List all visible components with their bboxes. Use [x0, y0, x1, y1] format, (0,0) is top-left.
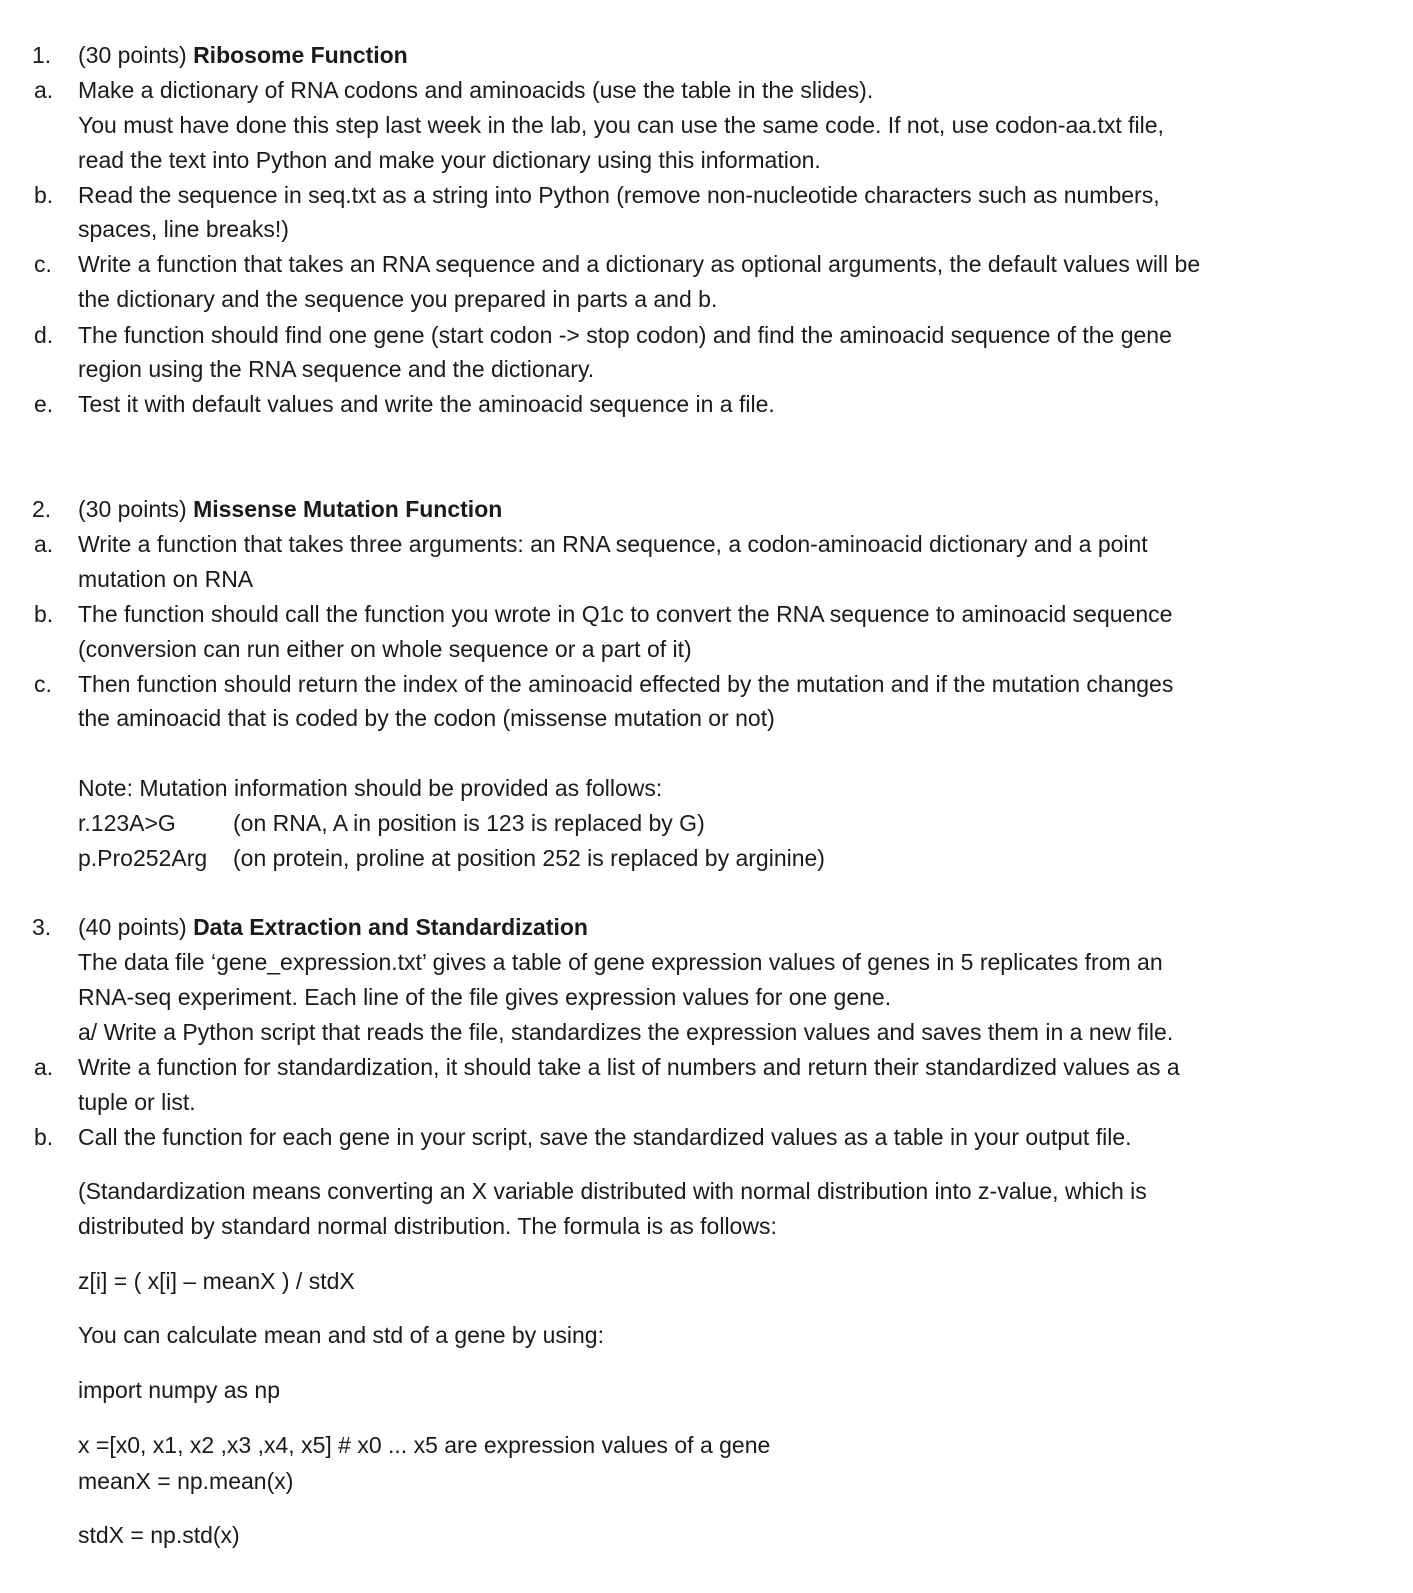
- q2-b-letter: b.: [34, 601, 54, 627]
- q2-c-line2: the aminoacid that is coded by the codon (missense mutation or not): [78, 705, 775, 731]
- q1-d-letter: d.: [34, 322, 54, 348]
- q3-b-letter: b.: [34, 1124, 54, 1150]
- q1-heading: [78, 40, 408, 70]
- q3-b-line1: Call the function for each gene in your script, save the standardized values as a table in your output file.: [78, 1124, 1132, 1150]
- q3-std-line1: (Standardization means converting an X variable distributed with normal distribution into z-value, which is: [78, 1178, 1147, 1204]
- q1-c-line2: the dictionary and the sequence you prepared in parts a and b.: [78, 286, 718, 312]
- q2-heading: [78, 494, 502, 524]
- mutation-code-rna: r.123A>G: [78, 810, 176, 836]
- mutation-code-protein: p.Pro252Arg: [78, 845, 208, 871]
- q2-example-rna: [78, 808, 705, 838]
- q3-intro-line3: a/ Write a Python script that reads the file, standardizes the expression values and saves them in a new file.: [78, 1019, 1174, 1045]
- q1-b-letter: b.: [34, 182, 54, 208]
- q1-points: (30 points): [78, 42, 187, 68]
- q1-title: Ribosome Function: [193, 42, 408, 68]
- q2-b-line2: (conversion can run either on whole sequence or a part of it): [78, 636, 692, 662]
- q3-code-mean: meanX = np.mean(x): [78, 1468, 294, 1494]
- q1-b-line2: spaces, line breaks!): [78, 216, 289, 242]
- q3-code-import: import numpy as np: [78, 1377, 280, 1403]
- q2-note: Note: Mutation information should be provided as follows:: [78, 775, 663, 801]
- q1-e-line1: Test it with default values and write the aminoacid sequence in a file.: [78, 391, 775, 417]
- q3-a-letter: a.: [34, 1054, 54, 1080]
- q1-e-letter: e.: [34, 391, 54, 417]
- mutation-desc-protein: (on protein, proline at position 252 is replaced by arginine): [233, 845, 825, 871]
- q3-formula: z[i] = ( x[i] – meanX ) / stdX: [78, 1268, 355, 1294]
- q3-code-std: stdX = np.std(x): [78, 1522, 240, 1548]
- q3-calc-intro: You can calculate mean and std of a gene by using:: [78, 1322, 604, 1348]
- q3-a-line2: tuple or list.: [78, 1089, 196, 1115]
- q3-points: (40 points): [78, 914, 187, 940]
- q3-std-line2: distributed by standard normal distribution. The formula is as follows:: [78, 1213, 777, 1239]
- q1-a-letter: a.: [34, 77, 54, 103]
- q1-d-line2: region using the RNA sequence and the dictionary.: [78, 356, 595, 382]
- q1-a-line3: read the text into Python and make your dictionary using this information.: [78, 147, 821, 173]
- q3-code-list: x =[x0, x1, x2 ,x3 ,x4, x5] # x0 ... x5 are expression values of a gene: [78, 1432, 771, 1458]
- q1-d-line1: The function should find one gene (start codon -> stop codon) and find the aminoacid sequence of the gene: [78, 322, 1172, 348]
- q2-title: Missense Mutation Function: [193, 496, 503, 522]
- q3-intro-line2: RNA-seq experiment. Each line of the file gives expression values for one gene.: [78, 984, 892, 1010]
- q2-points: (30 points): [78, 496, 187, 522]
- q1-c-letter: c.: [34, 251, 52, 277]
- q2-c-line1: Then function should return the index of the aminoacid effected by the mutation and if the mutation changes: [78, 671, 1174, 697]
- q1-c-line1: Write a function that takes an RNA sequence and a dictionary as optional arguments, the default values will be: [78, 251, 1201, 277]
- q3-number: 3.: [32, 914, 52, 940]
- mutation-desc-rna: (on RNA, A in position is 123 is replaced by G): [233, 810, 705, 836]
- q2-b-line1: The function should call the function you wrote in Q1c to convert the RNA sequence to aminoacid sequence: [78, 601, 1173, 627]
- q1-number: 1.: [32, 42, 52, 68]
- q3-heading: [78, 912, 588, 942]
- q2-number: 2.: [32, 496, 52, 522]
- q2-a-letter: a.: [34, 531, 54, 557]
- q1-a-line2: You must have done this step last week in the lab, you can use the same code. If not, use codon-aa.txt file,: [78, 112, 1164, 138]
- q1-a-line1: Make a dictionary of RNA codons and aminoacids (use the table in the slides).: [78, 77, 874, 103]
- q3-a-line1: Write a function for standardization, it should take a list of numbers and return their standardized values as a: [78, 1054, 1180, 1080]
- q1-b-line1: Read the sequence in seq.txt as a string into Python (remove non-nucleotide characters such as numbers,: [78, 182, 1160, 208]
- q3-title: Data Extraction and Standardization: [193, 914, 588, 940]
- q2-a-line1: Write a function that takes three arguments: an RNA sequence, a codon-aminoacid dictionary and a point: [78, 531, 1148, 557]
- q3-intro-line1: The data file ‘gene_expression.txt’ gives a table of gene expression values of genes in 5 replicates from an: [78, 949, 1163, 975]
- q2-example-protein: [78, 843, 825, 873]
- q2-a-line2: mutation on RNA: [78, 566, 254, 592]
- q2-c-letter: c.: [34, 671, 52, 697]
